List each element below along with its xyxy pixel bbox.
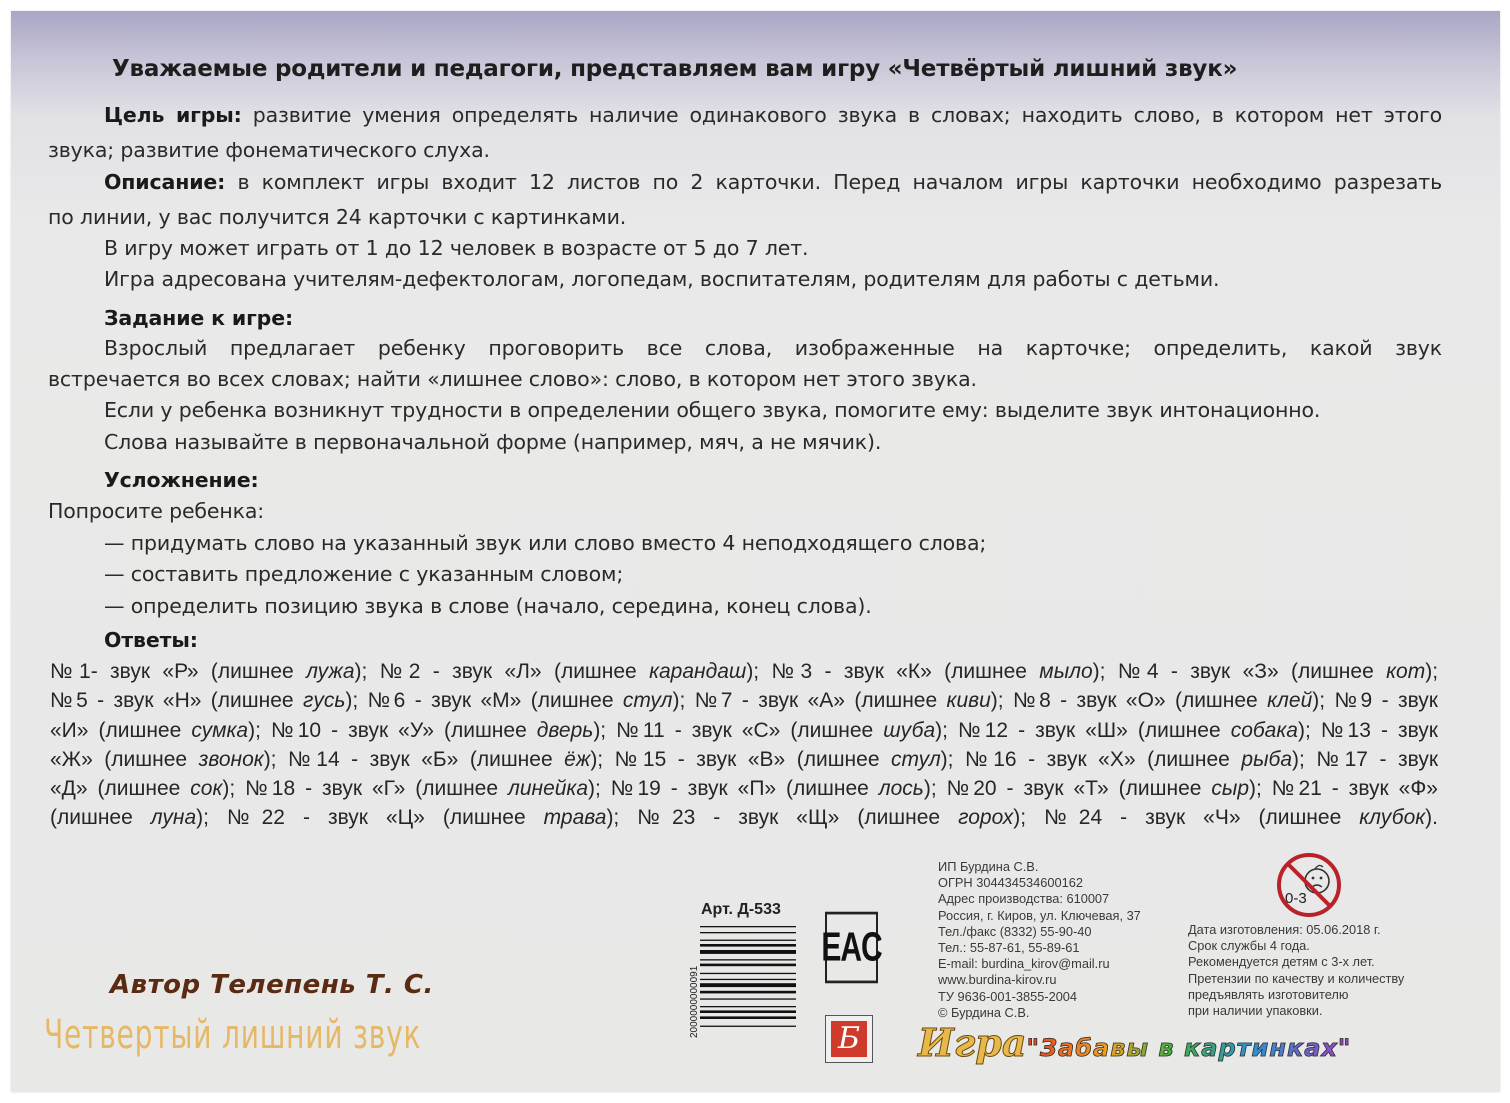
odd-word: линейка [507, 777, 589, 801]
product-info-line: при наличии упаковки. [1188, 1003, 1323, 1019]
goal-label: Цель игры: [104, 103, 242, 127]
manufacturer-line: Адрес производства: 610007 [938, 891, 1110, 907]
answers-line: «И» (лишнее сумка); №10 - звук «У» (лишнее дверь); №11 - звук «С» (лишнее шуба); №12 - звук «Ш» (лишнее собака); №13 - звук [50, 718, 1438, 742]
complication-heading: Усложнение: [104, 468, 259, 492]
goal-line-1 [104, 99, 1442, 131]
page-title: Уважаемые родители и педагоги, представляем вам игру «Четвёртый лишний звук» [112, 56, 1238, 82]
manufacturer-info [938, 859, 1141, 1021]
goal-text: развитие умения определять наличие одинакового звука в словах; находить слово, в котором нет этого [241, 103, 1442, 127]
product-info-line: Претензии по качеству и количеству [1188, 970, 1405, 986]
product-info-line: Срок службы 4 года. [1188, 938, 1310, 954]
odd-word: звонок [198, 747, 264, 771]
barcode [688, 922, 798, 1042]
article-number: Арт. Д-533 [701, 901, 781, 918]
task-help: Если у ребенка возникнут трудности в определении общего звука, помогите ему: выделите звук интонационно. [104, 398, 1321, 422]
players-text: В игру может играть от 1 до 12 человек в возрасте от 5 до 7 лет. [104, 236, 809, 260]
odd-word: мыло [1039, 660, 1093, 683]
description-line-2: по линии, у вас получится 24 карточки с картинками. [48, 205, 627, 229]
odd-word: дверь [536, 718, 594, 742]
answers-list [50, 657, 1438, 833]
answers-line: (лишнее луна); №22 - звук «Ц» (лишнее трава); №23 - звук «Щ» (лишнее горох); №24 - звук «Ч» (лишнее клубок). [50, 806, 1438, 830]
series-name: "Забавы в картинках" [1026, 1034, 1352, 1062]
manufacturer-line: Тел.: 55-87-61, 55-89-61 [938, 940, 1080, 956]
odd-word: собака [1230, 718, 1298, 742]
odd-word: горох [958, 806, 1014, 830]
odd-word: гусь [302, 689, 346, 713]
odd-word: луна [150, 806, 197, 830]
odd-word: карандаш [649, 660, 747, 683]
answers-line: «Ж» (лишнее звонок); №14 - звук «Б» (лишнее ёж); №15 - звук «В» (лишнее стул); №16 - звук «Х» (лишнее рыба); №17 - звук [50, 747, 1439, 771]
game-title-logo: Четвертый лишний звук [44, 1012, 422, 1058]
odd-word: клей [1267, 689, 1313, 713]
svg-text:0-3: 0-3 [1285, 890, 1307, 907]
odd-word: сумка [191, 718, 249, 742]
odd-word: клубок [1359, 806, 1426, 830]
odd-word: кот [1386, 660, 1426, 683]
audience-text: Игра адресована учителям-дефектологам, логопедам, воспитателям, родителям для работы с детьми. [104, 267, 1220, 291]
manufacturer-line: Россия, г. Киров, ул. Ключевая, 37 [938, 907, 1141, 923]
description-line-1 [104, 166, 1442, 198]
manufacturer-line: www.burdina-kirov.ru [938, 972, 1057, 988]
publisher-logo-icon: Б [825, 1015, 873, 1063]
eac-mark-icon: EAC [825, 912, 878, 984]
description-text: в комплект игры входит 12 листов по 2 карточки. Перед началом игры карточки необходимо разрезать [225, 170, 1442, 194]
svg-text:2000000000091: 2000000000091 [689, 965, 700, 1038]
odd-word: лось [878, 777, 924, 801]
odd-word: сыр [1211, 777, 1250, 801]
series-prefix: Игра [918, 1020, 1027, 1065]
manufacturer-line: E-mail: burdina_kirov@mail.ru [938, 956, 1110, 972]
odd-word: киви [946, 689, 991, 713]
product-info-line: предъявлять изготовителю [1188, 986, 1349, 1002]
product-info-line: Рекомендуется детям с 3-х лет. [1188, 954, 1375, 970]
odd-word: сок [190, 777, 223, 801]
complication-item: — составить предложение с указанным словом; [104, 562, 624, 586]
answers-line: №5 - звук «Н» (лишнее гусь); №6 - звук «М» (лишнее стул); №7 - звук «А» (лишнее киви); №8 - звук «О» (лишнее клей); №9 - звук [50, 689, 1438, 713]
task-heading: Задание к игре: [104, 306, 294, 330]
manufacturer-line: © Бурдина С.В. [938, 1004, 1030, 1020]
age-restriction-icon [1275, 851, 1343, 919]
odd-word: стул [622, 689, 673, 713]
answers-line: №1- звук «Р» (лишнее лужа); №2 - звук «Л» (лишнее карандаш); №3 - звук «К» (лишнее мыло); №4 - звук «З» (лишнее кот); [50, 660, 1439, 683]
odd-word: лужа [306, 660, 355, 683]
task-line-2: встречается во всех словах; найти «лишнее слово»: слово, в котором нет этого звука. [48, 367, 977, 391]
manufacturer-line: ОГРН 304434534600162 [938, 875, 1083, 891]
task-line-1: Взрослый предлагает ребенку проговорить все слова, изображенные на карточке; определить, какой звук [104, 336, 1442, 360]
odd-word: стул [891, 747, 941, 771]
odd-word: ёж [564, 747, 591, 771]
manufacturer-line: Тел./факс (8332) 55-90-40 [938, 923, 1092, 939]
complication-intro: Попросите ребенка: [48, 499, 265, 523]
description-label: Описание: [104, 170, 226, 194]
answers-heading: Ответы: [104, 628, 198, 652]
odd-word: рыба [1241, 747, 1293, 771]
task-form: Слова называйте в первоначальной форме (например, мяч, а не мячик). [104, 430, 882, 454]
odd-word: трава [543, 806, 607, 830]
complication-item: — определить позицию звука в слове (начало, середина, конец слова). [104, 594, 872, 618]
complication-item: — придумать слово на указанный звук или слово вместо 4 неподходящего слова; [104, 531, 987, 555]
series-logo [918, 1020, 1351, 1065]
answers-line: «Д» (лишнее сок); №18 - звук «Г» (лишнее линейка); №19 - звук «П» (лишнее лось); №20 - звук «Т» (лишнее сыр); №21 - звук «Ф» [50, 777, 1438, 801]
goal-line-2: звука; развитие фонематического слуха. [48, 138, 490, 162]
author: Автор Телепень Т. С. [110, 970, 434, 1000]
product-info-line: Дата изготовления: 05.06.2018 г. [1188, 922, 1381, 937]
manufacturer-line: ИП Бурдина С.В. [938, 859, 1039, 874]
manufacturer-line: ТУ 9636-001-3855-2004 [938, 988, 1078, 1004]
product-info [1188, 922, 1404, 1019]
odd-word: шуба [883, 718, 936, 742]
